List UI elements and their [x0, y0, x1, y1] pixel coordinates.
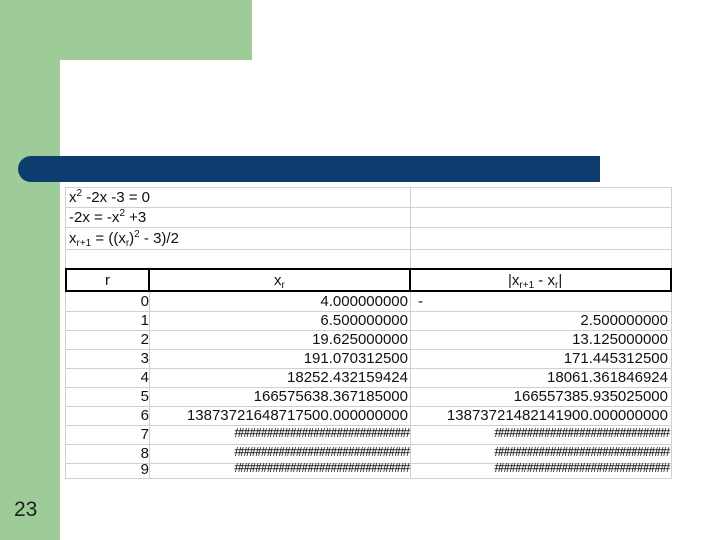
- grid-line: [65, 187, 66, 479]
- cell-x: 166575638.367185000: [253, 388, 408, 405]
- header-divider: [409, 268, 411, 292]
- equation-3: $x_{r+1} = ((x_r)^2 - 3)/2$: [69, 229, 179, 249]
- grid-line: [671, 187, 672, 479]
- header-difference: $|x_{r+1} - x_r|$: [508, 272, 563, 291]
- grid-line: [65, 187, 672, 188]
- cell-difference: 13873721482141900.000000000: [446, 407, 668, 424]
- cell-x: 191.070312500: [303, 350, 408, 367]
- cell-x: ##############################: [233, 445, 408, 461]
- header-divider: [148, 268, 150, 292]
- title-bar: [18, 156, 600, 182]
- cell-r: 4: [140, 369, 149, 386]
- cell-difference: 2.500000000: [580, 312, 668, 329]
- cell-r: 0: [140, 293, 149, 310]
- cell-r: 5: [140, 388, 149, 405]
- cell-x: 6.500000000: [320, 312, 408, 329]
- grid-line: [65, 207, 672, 208]
- cell-r: 2: [140, 331, 149, 348]
- equation-2: $-2x = -x^2 +3$: [69, 208, 147, 226]
- cell-difference: 13.125000000: [572, 331, 668, 348]
- cell-r: 3: [140, 350, 149, 367]
- green-side-strip: [0, 0, 60, 540]
- header-r: r: [105, 272, 110, 289]
- cell-r: 9: [140, 461, 149, 478]
- grid-line: [149, 292, 150, 479]
- grid-line: [65, 249, 672, 250]
- cell-x: 13873721648717500.000000000: [186, 407, 408, 424]
- header-x: $x_r$: [274, 272, 285, 291]
- table-header: [65, 268, 672, 292]
- grid-line: [410, 292, 411, 479]
- spreadsheet: [65, 187, 672, 479]
- cell-difference: 166557385.935025000: [513, 388, 668, 405]
- cell-difference: ##############################: [493, 445, 668, 461]
- cell-r: 7: [140, 426, 149, 443]
- cell-r: 6: [140, 407, 149, 424]
- cell-x: 18252.432159424: [287, 369, 408, 386]
- cell-r: 1: [140, 312, 149, 329]
- cell-difference: 18061.361846924: [547, 369, 668, 386]
- cell-difference: -: [418, 293, 423, 310]
- equation-1: $x^2$ -2x -3 = 0: [69, 188, 151, 206]
- cell-r: 8: [140, 445, 149, 462]
- cell-x: ##############################: [233, 461, 408, 477]
- slide-number: 23: [14, 498, 38, 521]
- cell-x: 4.000000000: [320, 293, 408, 310]
- grid-line: [65, 227, 672, 228]
- green-top-block: [0, 0, 252, 60]
- cell-difference: ##############################: [493, 426, 668, 442]
- cell-difference: ##############################: [493, 461, 668, 477]
- content-corner: [60, 60, 100, 100]
- cell-x: ##############################: [233, 426, 408, 442]
- cell-difference: 171.445312500: [563, 350, 668, 367]
- cell-x: 19.625000000: [312, 331, 408, 348]
